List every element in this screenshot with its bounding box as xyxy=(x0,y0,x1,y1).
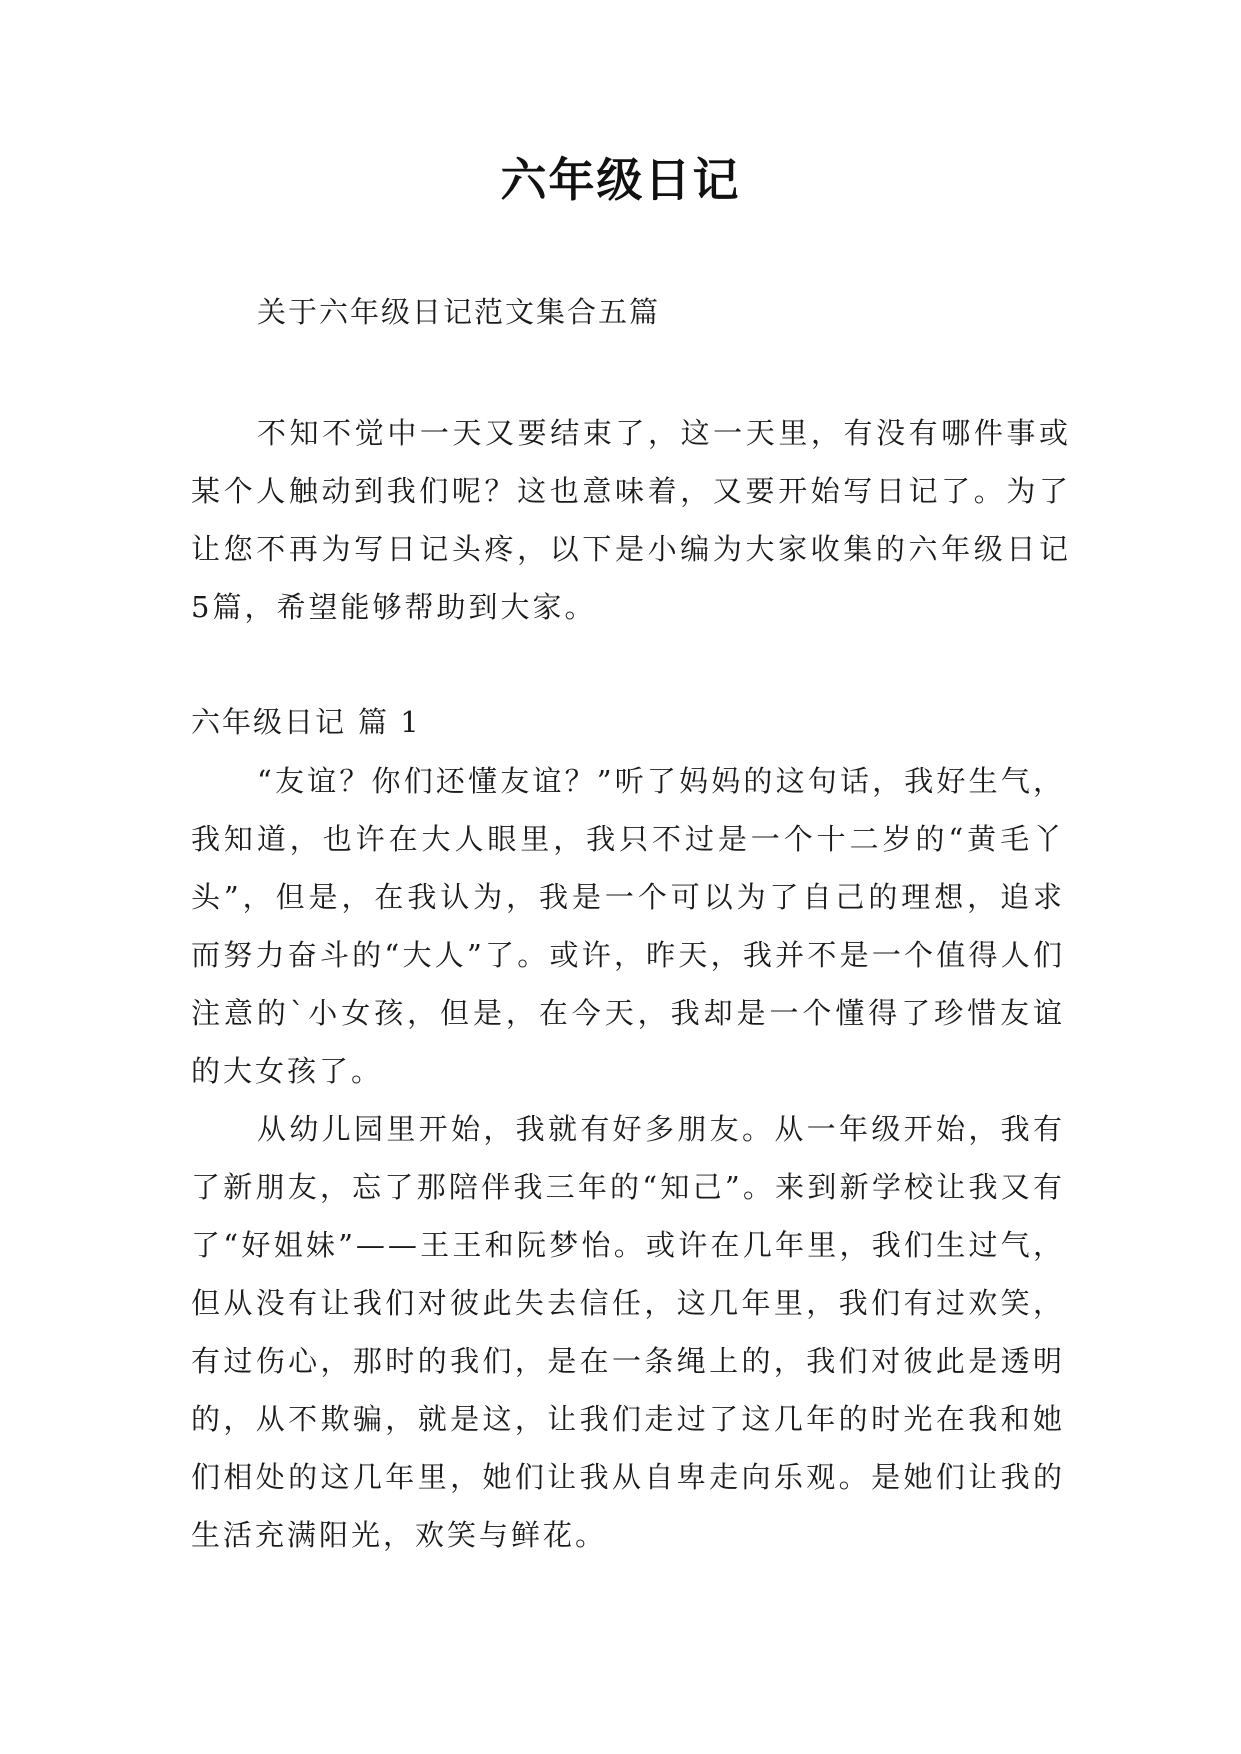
section-heading xyxy=(191,700,421,744)
section-number: 篇 1 xyxy=(358,705,421,739)
document-subtitle: 关于六年级日记范文集合五篇 xyxy=(257,295,661,329)
intro-paragraph: 不知不觉中一天又要结束了，这一天里，有没有哪件事或某个人触动到我们呢？这也意味着，又要开始写日记了。为了让您不再为写日记头疼，以下是小编为大家收集的六年级日记5篇，希望能够帮助到大家。 xyxy=(191,416,1071,624)
page-title: 六年级日记 xyxy=(500,153,741,207)
diary-body xyxy=(191,752,1065,1564)
body-paragraph-2: 从幼儿园里开始，我就有好多朋友。从一年级开始，我有了新朋友，忘了那陪伴我三年的“知己”。来到新学校让我又有了“好姐妹”——王王和阮梦怡。或许在几年里，我们生过气，但从没有让我们对彼此失去信任，这几年里，我们有过欢笑，有过伤心，那时的我们，是在一条绳上的，我们对彼此是透明的，从不欺骗，就是这，让我们走过了这几年的时光在我和她们相处的这几年里，她们让我从自卑走向乐观。是她们让我的生活充满阳光，欢笑与鲜花。 xyxy=(191,1112,1065,1552)
section-heading-label: 六年级日记 xyxy=(191,705,347,739)
body-paragraph-1: “友谊？你们还懂友谊？”听了妈妈的这句话，我好生气，我知道，也许在大人眼里，我只不过是一个十二岁的“黄毛丫头”，但是，在我认为，我是一个可以为了自己的理想，追求而努力奋斗的“大人”了。或许，昨天，我并不是一个值得人们注意的`小女孩，但是，在今天，我却是一个懂得了珍惜友谊的大女孩了。 xyxy=(191,764,1065,1088)
